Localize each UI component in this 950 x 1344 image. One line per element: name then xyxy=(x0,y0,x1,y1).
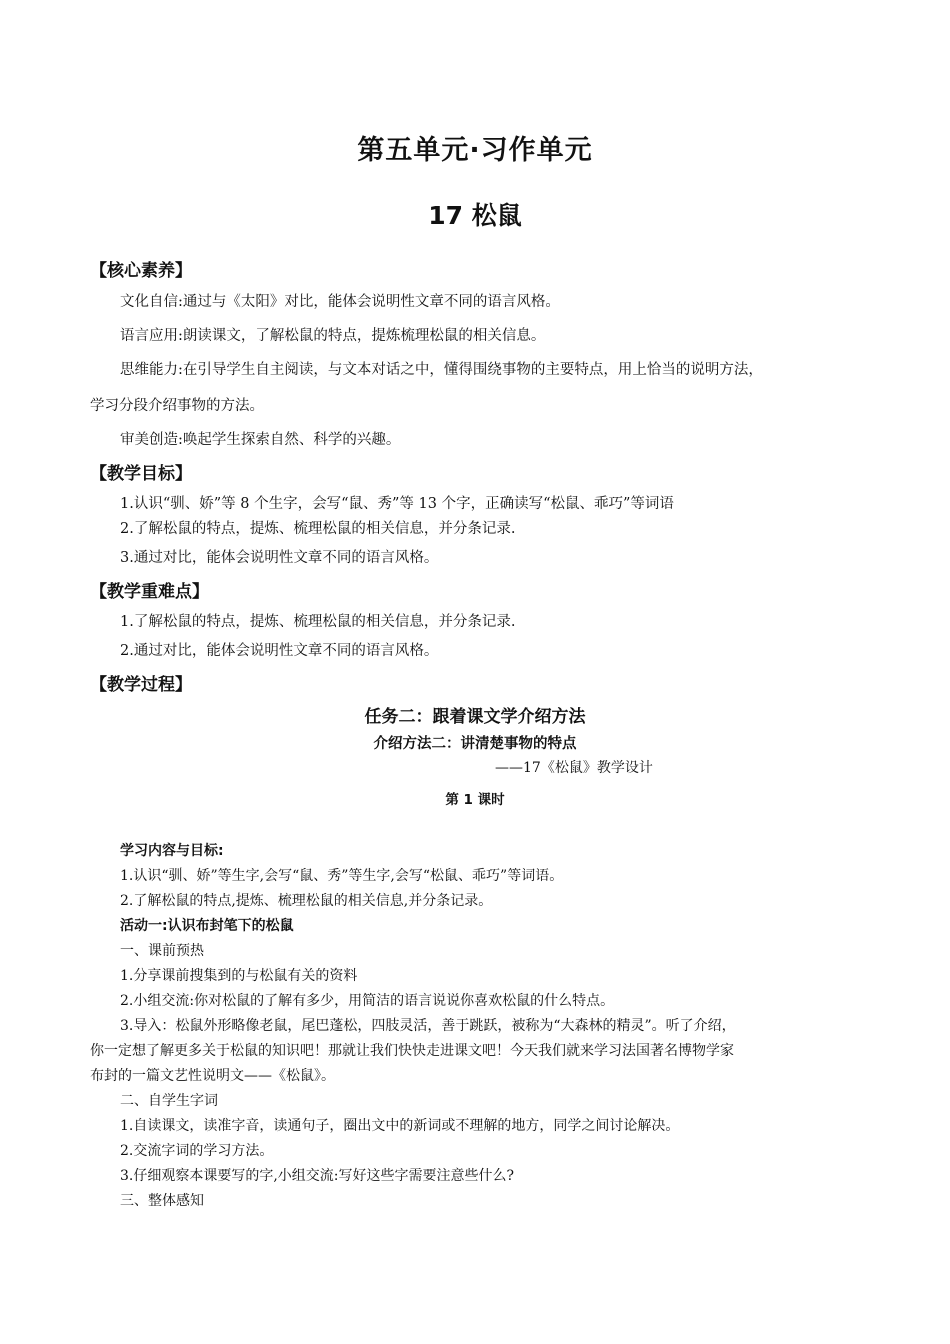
part-two-item-3: 3.仔细观察本课要写的字,小组交流:写好这些字需要注意些什么? xyxy=(120,1168,515,1184)
part-one-item-3-cont-1: 你一定想了解更多关于松鼠的知识吧！那就让我们快快走进课文吧！今天我们就来学习法国著名博物学家 xyxy=(90,1043,734,1059)
goal-item-3: 3.通过对比，能体会说明性文章不同的语言风格。 xyxy=(120,550,439,566)
content-goal-1: 1.认识“驯、娇”等生字,会写“鼠、秀”等生字,会写“松鼠、乖巧”等词语。 xyxy=(120,868,564,884)
core-aesthetic-creation: 审美创造:唤起学生探索自然、科学的兴趣。 xyxy=(120,432,401,448)
teaching-process-heading: 【教学过程】 xyxy=(90,675,192,695)
content-goal-2: 2.了解松鼠的特点,提炼、梳理松鼠的相关信息,并分条记录。 xyxy=(120,893,493,909)
part-one-item-2: 2.小组交流:你对松鼠的了解有多少，用简洁的语言说说你喜欢松鼠的什么特点。 xyxy=(120,993,615,1009)
core-cultural-confidence: 文化自信:通过与《太阳》对比，能体会说明性文章不同的语言风格。 xyxy=(120,294,560,310)
key-point-1: 1.了解松鼠的特点，提炼、梳理松鼠的相关信息，并分条记录. xyxy=(120,614,516,630)
method-title: 介绍方法二：讲清楚事物的特点 xyxy=(373,736,577,752)
unit-title: 第五单元·习作单元 xyxy=(357,135,593,166)
task-title: 任务二：跟着课文学介绍方法 xyxy=(364,707,586,727)
core-literacy-heading: 【核心素养】 xyxy=(90,261,192,281)
class-period: 第 1 课时 xyxy=(445,792,505,808)
core-language-use: 语言应用:朗读课文，了解松鼠的特点，提炼梳理松鼠的相关信息。 xyxy=(120,328,546,344)
part-one-heading: 一、课前预热 xyxy=(120,943,204,959)
content-goals-heading: 学习内容与目标: xyxy=(120,843,224,859)
activity-one-heading: 活动一:认识布封笔下的松鼠 xyxy=(120,918,294,934)
part-one-item-1: 1.分享课前搜集到的与松鼠有关的资料 xyxy=(120,968,358,984)
teaching-goals-heading: 【教学目标】 xyxy=(90,464,192,484)
part-three-heading: 三、整体感知 xyxy=(120,1193,204,1209)
lesson-title: 17 松鼠 xyxy=(428,201,522,230)
part-two-item-1: 1.自读课文，读准字音，读通句子，圈出文中的新词或不理解的地方，同学之间讨论解决。 xyxy=(120,1118,680,1134)
design-subtitle: ——17《松鼠》教学设计 xyxy=(495,760,653,776)
part-one-item-3: 3.导入：松鼠外形略像老鼠，尾巴蓬松，四肢灵活，善于跳跃，被称为“大森林的精灵”。听了介绍， xyxy=(120,1018,736,1034)
goal-item-1: 1.认识“驯、娇”等 8 个生字，会写“鼠、秀”等 13 个字，正确读写“松鼠、乖巧”等词语 xyxy=(120,496,674,512)
key-points-heading: 【教学重难点】 xyxy=(90,582,209,602)
part-one-item-3-cont-2: 布封的一篇文艺性说明文——《松鼠》。 xyxy=(90,1068,335,1084)
core-thinking-ability: 思维能力:在引导学生自主阅读，与文本对话之中，懂得围绕事物的主要特点，用上恰当的说明方法， xyxy=(120,362,763,378)
goal-item-2: 2.了解松鼠的特点，提炼、梳理松鼠的相关信息，并分条记录. xyxy=(120,521,516,537)
part-two-heading: 二、自学生字词 xyxy=(120,1093,218,1109)
part-two-item-2: 2.交流字词的学习方法。 xyxy=(120,1143,274,1159)
core-thinking-ability-cont: 学习分段介绍事物的方法。 xyxy=(90,398,264,414)
key-point-2: 2.通过对比，能体会说明性文章不同的语言风格。 xyxy=(120,643,439,659)
